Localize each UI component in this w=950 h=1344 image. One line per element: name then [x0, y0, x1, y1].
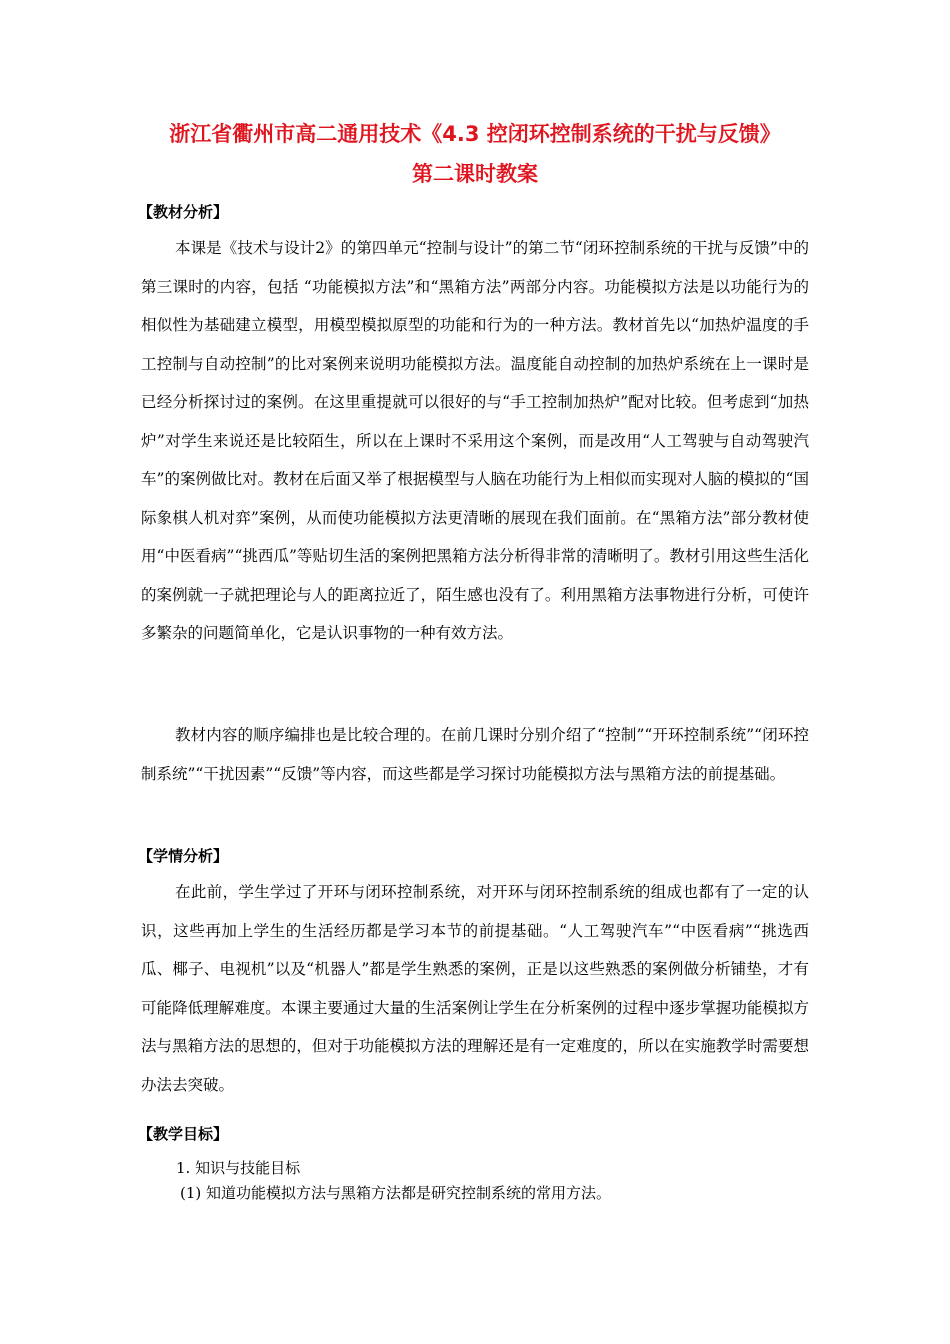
section-heading-teaching-objectives: 【教学目标】 — [138, 1125, 229, 1143]
textbook-analysis-paragraph-2: 教材内容的顺序编排也是比较合理的。在前几课时分别介绍了“控制”“开环控制系统”“闭环控制系统”“干扰因素”“反馈”等内容，而这些都是学习探讨功能模拟方法与黑箱方法的前提基础。 — [141, 726, 809, 783]
document-title-line-1: 浙江省衢州市高二通用技术《4.3 控闭环控制系统的干扰与反馈》 — [169, 122, 781, 146]
student-analysis-paragraph: 在此前，学生学过了开环与闭环控制系统，对开环与闭环控制系统的组成也都有了一定的认识，这些再加上学生的生活经历都是学习本节的前提基础。“人工驾驶汽车”“中医看病”“挑选西瓜、椰子、电视机”以及“机器人”都是学生熟悉的案例，正是以这些熟悉的案例做分析铺垫，才有可能降低理解难度。本课主要通过大量的生活案例让学生在分析案例的过程中逐步掌握功能模拟方法与黑箱方法的思想的，但对于功能模拟方法的理解还是有一定难度的，所以在实施教学时需要想办法去突破。 — [141, 883, 809, 1094]
objective-item-knowledge-skills: 1. 知识与技能目标 — [176, 1159, 301, 1177]
section-heading-textbook-analysis: 【教材分析】 — [138, 203, 229, 221]
document-title-line-2: 第二课时教案 — [412, 162, 538, 186]
objective-subitem-1: (1) 知道功能模拟方法与黑箱方法都是研究控制系统的常用方法。 — [180, 1184, 612, 1202]
section-heading-student-analysis: 【学情分析】 — [138, 847, 229, 865]
textbook-analysis-paragraph-1: 本课是《技术与设计2》的第四单元“控制与设计”的第二节“闭环控制系统的干扰与反馈”中的第三课时的内容，包括 “功能模拟方法”和“黑箱方法”两部分内容。功能模拟方法是以功能行为的相似性为基础建立模型，用模型模拟原型的功能和行为的一种方法。教材首先以“加热炉温度的手工控制与自动控制”的比对案例来说明功能模拟方法。温度能自动控制的加热炉系统在上一课时是已经分析探讨过的案例。在这里重提就可以很好的与“手工控制加热炉”配对比较。但考虑到“加热炉”对学生来说还是比较陌生，所以在上课时不采用这个案例，而是改用“人工驾驶与自动驾驶汽车”的案例做比对。教材在后面又举了根据模型与人脑在功能行为上相似而实现对人脑的模拟的“国际象棋人机对弈”案例，从而使功能模拟方法更清晰的展现在我们面前。在“黑箱方法”部分教材使用“中医看病”“挑西瓜”等贴切生活的案例把黑箱方法分析得非常的清晰明了。教材引用这些生活化的案例就一子就把理论与人的距离拉近了，陌生感也没有了。利用黑箱方法事物进行分析，可使许多繁杂的问题简单化，它是认识事物的一种有效方法。 — [141, 239, 809, 642]
